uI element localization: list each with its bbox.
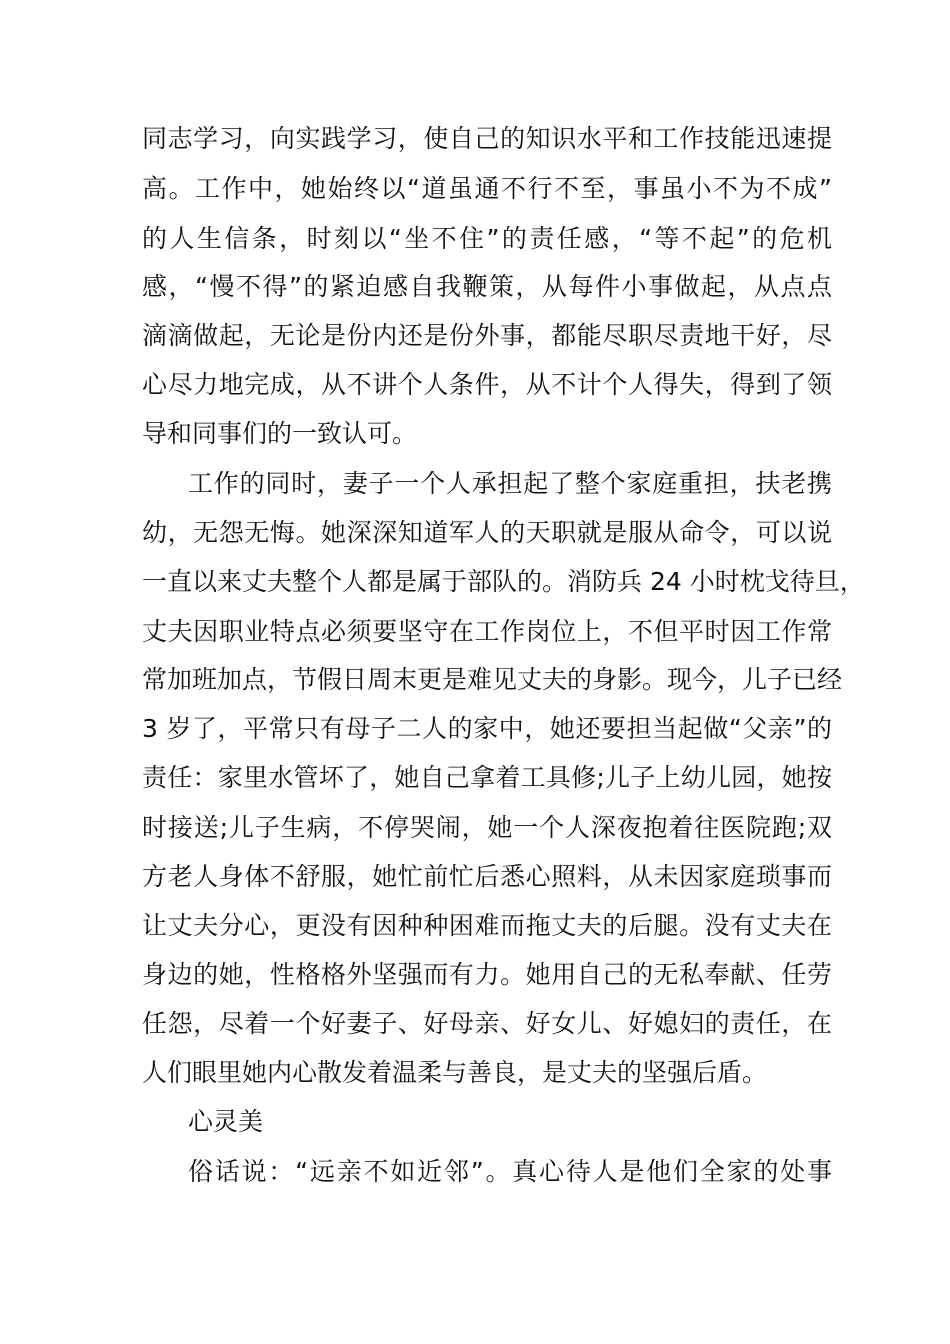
paragraph-2-line-5: 常加班加点，节假日周末更是难见丈夫的身影。现今，儿子已经	[142, 665, 843, 694]
paragraph-2-line-9: 方老人身体不舒服，她忙前忙后悉心照料，从未因家庭琐事而	[142, 862, 832, 891]
paragraph-2-line-13: 人们眼里她内心散发着温柔与善良，是丈夫的坚强后盾。	[142, 1058, 768, 1087]
paragraph-2-line-10: 让丈夫分心，更没有因种种困难而拖丈夫的后腿。没有丈夫在	[142, 911, 832, 940]
paragraph-2-line-8: 时接送;儿子生病，不停哭闹，她一个人深夜抱着往医院跑;双	[142, 813, 832, 842]
paragraph-1-line-3: 的人生信条，时刻以“坐不住”的责任感，“等不起”的危机	[142, 224, 832, 253]
paragraph-1-line-2: 高。工作中，她始终以“道虽通不行不至，事虽小不为不成”	[142, 174, 832, 203]
paragraph-2-line-1: 工作的同时，妻子一个人承担起了整个家庭重担，扶老携	[188, 469, 832, 498]
paragraph-2-line-2: 幼，无怨无悔。她深深知道军人的天职就是服从命令，可以说	[142, 518, 832, 547]
paragraph-1-line-5: 滴滴做起，无论是份内还是份外事，都能尽职尽责地干好，尽	[142, 321, 832, 350]
paragraph-2-line-4: 丈夫因职业特点必须要坚守在工作岗位上，不但平时因工作常	[142, 617, 832, 646]
paragraph-2-line-3: 一直以来丈夫整个人都是属于部队的。消防兵 24 小时枕戈待旦，	[142, 567, 865, 596]
paragraph-3-line-1: 俗话说：“远亲不如近邻”。真心待人是他们全家的处事	[188, 1157, 832, 1186]
paragraph-2-line-11: 身边的她，性格格外坚强而有力。她用自己的无私奉献、任劳	[142, 960, 832, 989]
paragraph-2-line-6: 3 岁了，平常只有母子二人的家中，她还要担当起做“父亲”的	[142, 714, 832, 743]
paragraph-1-line-1: 同志学习，向实践学习，使自己的知识水平和工作技能迅速提	[142, 124, 832, 153]
paragraph-2-line-7: 责任：家里水管坏了，她自己拿着工具修;儿子上幼儿园，她按	[142, 763, 832, 792]
paragraph-2-line-12: 任怨，尽着一个好妻子、好母亲、好女儿、好媳妇的责任，在	[142, 1009, 832, 1038]
paragraph-1-line-4: 感，“慢不得”的紧迫感自我鞭策，从每件小事做起，从点点	[142, 272, 832, 301]
section-heading: 心灵美	[188, 1107, 264, 1136]
paragraph-1-line-6: 心尽力地完成，从不讲个人条件，从不计个人得失，得到了领	[142, 370, 832, 399]
paragraph-1-line-7: 导和同事们的一致认可。	[142, 419, 418, 448]
